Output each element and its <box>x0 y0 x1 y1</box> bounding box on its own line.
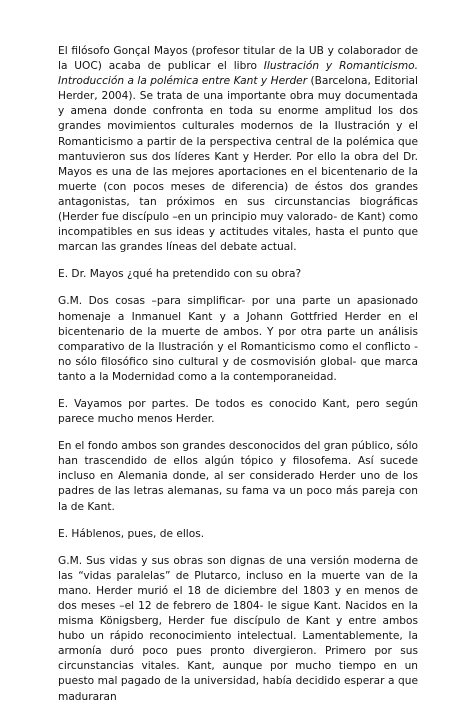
intro-paragraph <box>58 44 418 255</box>
intro-text-end: (Barcelona, Editorial Herder, 2004). Se trata de una importante obra muy documentada y amena donde confronta en toda su enorme amplitud los dos grandes movimientos culturales modernos de la Ilustración y el Romanticismo a partir de la perspectiva central de la polémica que mantuvieron sus dos líderes Kant y Herder. Por ello la obra del Dr. Mayos es una de las mejores aportaciones en el bicentenario de la muerte (con pocos meses de diferencia) de éstos dos grandes antagonistas, tan próximos en sus circunstancias biográficas (Herder fue discípulo –en un principio muy valorado- de Kant) como incompatibles en sus ideas y actitudes vitales, hasta el punto que marcan las grandes líneas del debate actual. <box>58 75 418 254</box>
interview-question: E. Dr. Mayos ¿qué ha pretendido con su obra? <box>58 268 302 281</box>
interview-answer: G.M. Sus vidas y sus obras son dignas de una versión moderna de las “vidas paralelas” de Plutarco, incluso en la muerte van de la mano. Herder murió el 18 de diciembre del 1803 y en menos de dos meses –el 12 de febrero de 1804- le sigue Kant. Nacidos en la misma Königsberg, Herder fue discípulo de Kant y entre ambos hubo un rápido reconocimiento intelectual. Lamentablemente, la armonía duró poco pues pronto divergieron. Primero por sus circunstancias vitales. Kant, aunque por mucho tiempo en un puesto mal pagado de la universidad, había decidido esperar a que maduraran <box>58 554 418 703</box>
intro-text-start: El filósofo Gonçal Mayos (profesor titular de la UB y colaborador de la UOC) acaba de publicar el libro <box>58 45 418 73</box>
interview-question: E. Vayamos por partes. De todos es conocido Kant, pero según parece mucho menos Herder. <box>58 397 418 426</box>
interview-answer: En el fondo ambos son grandes desconocidos del gran público, sólo han trascendido de ellos algún tópico y filosofema. Así sucede incluso en Alemania donde, al ser considerado Herder uno de los padres de las letras alemanas, su fama va un poco más pareja con la de Kant. <box>58 440 418 513</box>
interview-answer: G.M. Dos cosas –para simplificar- por una parte un apasionado homenaje a Inmanuel Kant y a Johann Gottfried Herder en el bicentenario de la muerte de ambos. Y por otra parte un análisis comparativo de la Ilustración y el Romanticismo como el conflicto -no sólo filosófico sino cultural y de cosmovisión global- que marca tanto a la Modernidad como a la contemporaneidad. <box>58 295 418 383</box>
interview-question: E. Háblenos, pues, de ellos. <box>58 527 205 540</box>
document-page <box>58 44 418 717</box>
book-title: Ilustración y Romanticismo. Introducción a la polémica entre Kant y Herder <box>58 60 418 88</box>
